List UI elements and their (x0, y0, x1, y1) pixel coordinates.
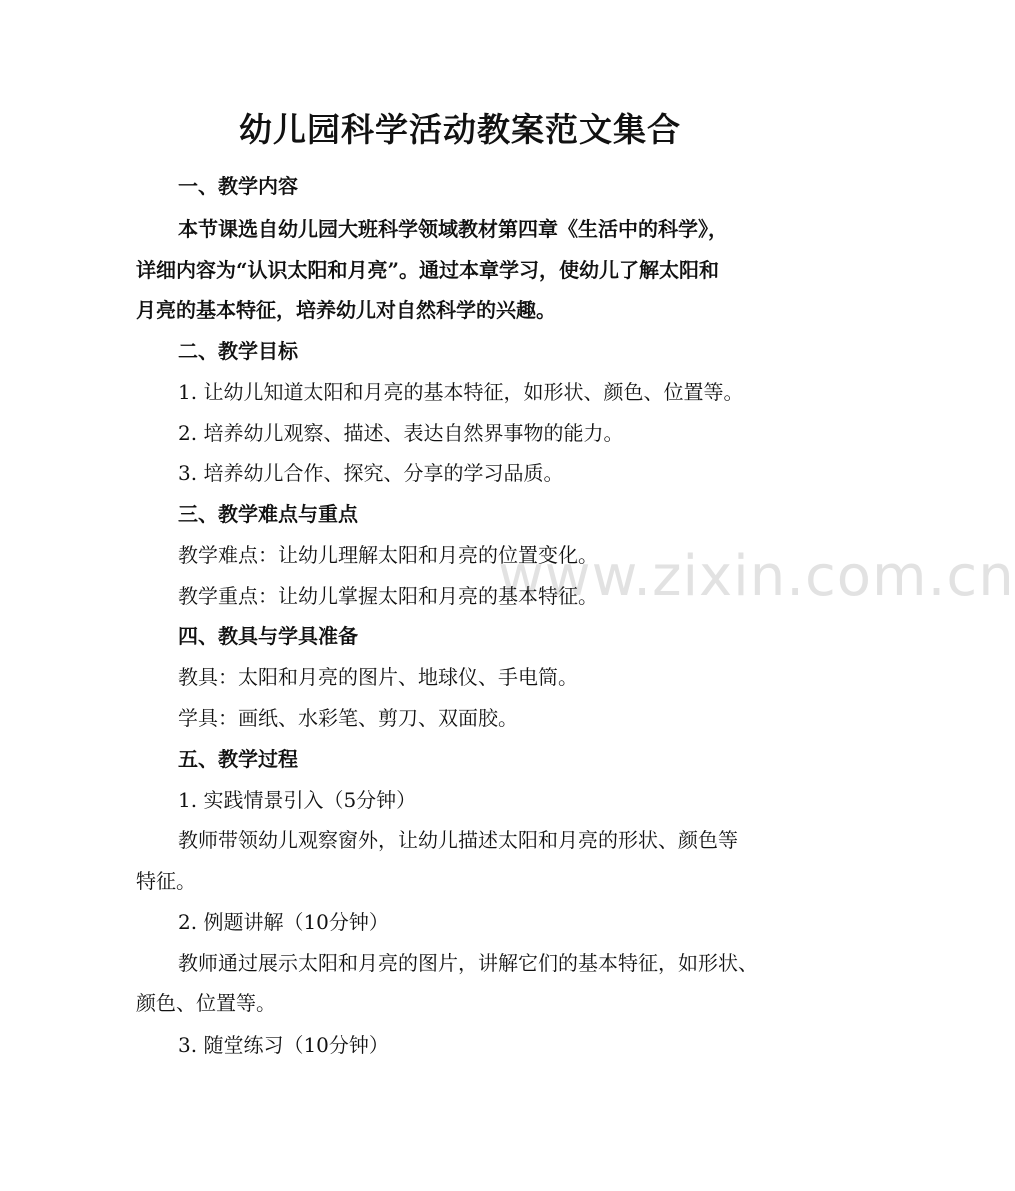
section-heading-materials: 四、教具与学具准备 (178, 624, 358, 648)
paragraph-line: 教学重点：让幼儿掌握太阳和月亮的基本特征。 (178, 584, 598, 608)
paragraph-line: 学具：画纸、水彩笔、剪刀、双面胶。 (178, 706, 518, 730)
section-heading-objectives: 二、教学目标 (178, 339, 298, 363)
paragraph-line: 月亮的基本特征，培养幼儿对自然科学的兴趣。 (136, 298, 556, 322)
paragraph-line: 教学难点：让幼儿理解太阳和月亮的位置变化。 (178, 543, 598, 567)
watermark: www.zixin.com.cn (498, 544, 1015, 609)
section-heading-content: 一、教学内容 (178, 174, 298, 198)
paragraph-line: 本节课选自幼儿园大班科学领域教材第四章《生活中的科学》， (178, 217, 728, 241)
section-heading-process: 五、教学过程 (178, 747, 298, 771)
paragraph-line: 教具：太阳和月亮的图片、地球仪、手电筒。 (178, 665, 578, 689)
list-item: 3. 随堂练习（10分钟） (178, 1033, 389, 1057)
list-item: 1. 让幼儿知道太阳和月亮的基本特征，如形状、颜色、位置等。 (178, 380, 744, 404)
paragraph-line: 特征。 (136, 869, 196, 893)
paragraph-line: 详细内容为“认识太阳和月亮”。通过本章学习，使幼儿了解太阳和 (136, 258, 720, 282)
list-item: 3. 培养幼儿合作、探究、分享的学习品质。 (178, 461, 564, 485)
document-title: 幼儿园科学活动教案范文集合 (239, 110, 681, 149)
paragraph-line: 颜色、位置等。 (136, 991, 276, 1015)
paragraph-line: 教师带领幼儿观察窗外，让幼儿描述太阳和月亮的形状、颜色等 (178, 828, 738, 852)
list-item: 1. 实践情景引入（5分钟） (178, 788, 417, 812)
list-item: 2. 例题讲解（10分钟） (178, 910, 389, 934)
paragraph-line: 教师通过展示太阳和月亮的图片，讲解它们的基本特征，如形状、 (178, 951, 758, 975)
section-heading-difficulty: 三、教学难点与重点 (178, 502, 358, 526)
list-item: 2. 培养幼儿观察、描述、表达自然界事物的能力。 (178, 421, 624, 445)
